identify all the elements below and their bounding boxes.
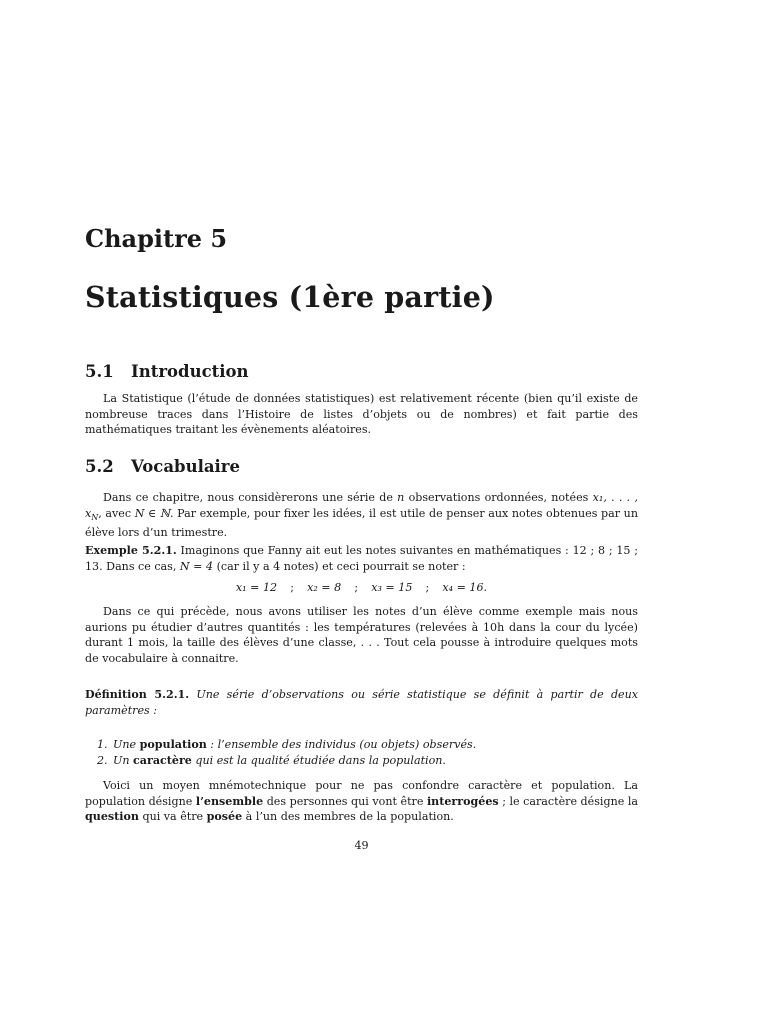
definition-text: Une série d’observations ou série statistique se définit à partir de deux paramètres :	[85, 688, 639, 717]
math-n-equals: N = 4	[179, 559, 214, 573]
equation-separator: ;	[425, 581, 430, 594]
section-title: Introduction	[131, 362, 249, 381]
math-n: n	[397, 491, 405, 504]
text-run: (car il y a 4 notes) et ceci pourrait se noter :	[213, 559, 466, 573]
equation: x₁ = 12	[235, 581, 278, 594]
definition-label: Définition 5.2.1.	[85, 688, 190, 701]
text-run: des personnes qui vont être	[263, 794, 427, 808]
chapter-title: Statistiques (1ère partie)	[85, 280, 495, 314]
example-equations	[85, 581, 638, 594]
text-run: Un	[113, 754, 134, 767]
list-item	[85, 753, 638, 769]
section-heading-vocabulaire	[85, 457, 240, 476]
example-block	[85, 543, 638, 574]
example-label: Exemple 5.2.1.	[85, 544, 177, 557]
bold-term: posée	[206, 810, 243, 824]
text-run: : l’ensemble des individus (ou objets) observés.	[206, 738, 477, 751]
section-number: 5.1	[85, 362, 114, 381]
definition-block	[85, 687, 638, 718]
bold-term: interrogées	[426, 794, 499, 808]
equation-separator: ;	[354, 581, 359, 594]
term-population: population	[139, 738, 207, 751]
text-run: à l’un des membres de la population.	[242, 810, 454, 824]
text-run: ; le caractère désigne la	[498, 794, 638, 808]
page-number: 49	[354, 839, 369, 852]
math-subscript: N	[91, 512, 99, 522]
equation-separator: ;	[290, 581, 294, 594]
text-run: , avec	[98, 506, 135, 520]
definition-list	[85, 737, 638, 769]
bold-term: l’ensemble	[195, 794, 264, 808]
section-heading-introduction	[85, 362, 249, 381]
list-marker: 2.	[97, 754, 108, 767]
vocab-paragraph	[85, 490, 638, 541]
text-run: qui va être	[138, 810, 207, 824]
section-title: Vocabulaire	[131, 457, 240, 476]
text-run: . Par exemple, pour fixer les idées, il est utile de penser aux notes obtenues par un élève lors d’un trimestre.	[85, 506, 638, 540]
math-sequence: x₁, . . . , x	[85, 491, 638, 520]
section-number: 5.2	[85, 457, 114, 476]
equation: x₂ = 8	[307, 581, 342, 594]
bold-term: question	[85, 810, 139, 824]
text-run: qui est la qualité étudiée dans la population.	[191, 754, 446, 767]
math-condition: N ∈ ℕ	[134, 506, 171, 520]
text-run: Voici un moyen mnémotechnique pour ne pas confondre caractère et population. La population désigne	[85, 779, 638, 808]
after-example-paragraph: Dans ce qui précède, nous avons utiliser les notes d’un élève comme exemple mais nous aurions pu étudier d’autres quantités : les températures (relevées à 10h dans la cour du lycée) durant 1 mois, la taille des élèves d’une classe, . . . Tout cela pousse à introduire quelques mots de vocabulaire à connaitre.	[85, 605, 638, 665]
term-caractere: caractère	[133, 754, 192, 767]
equation: x₄ = 16.	[442, 581, 488, 594]
equation: x₃ = 15	[371, 581, 413, 594]
text-run: observations ordonnées, notées	[404, 491, 593, 504]
list-item	[85, 737, 638, 753]
text-run: Une	[113, 738, 140, 751]
mnemonic-paragraph	[85, 778, 638, 825]
intro-paragraph: La Statistique (l’étude de données statistiques) est relativement récente (bien qu’il existe de nombreuse traces dans l’Histoire de listes d’objets ou de nombres) et fait partie des mathématiques traitant les évènements aléatoires.	[85, 392, 638, 437]
text-run: Imaginons que Fanny ait eut les notes suivantes en mathématiques : 12 ; 8 ; 15 ; 13. Dans ce cas,	[85, 544, 638, 573]
list-marker: 1.	[97, 738, 108, 751]
text-run: Dans ce chapitre, nous considèrerons une série de	[103, 491, 398, 504]
chapter-label: Chapitre 5	[85, 224, 228, 253]
